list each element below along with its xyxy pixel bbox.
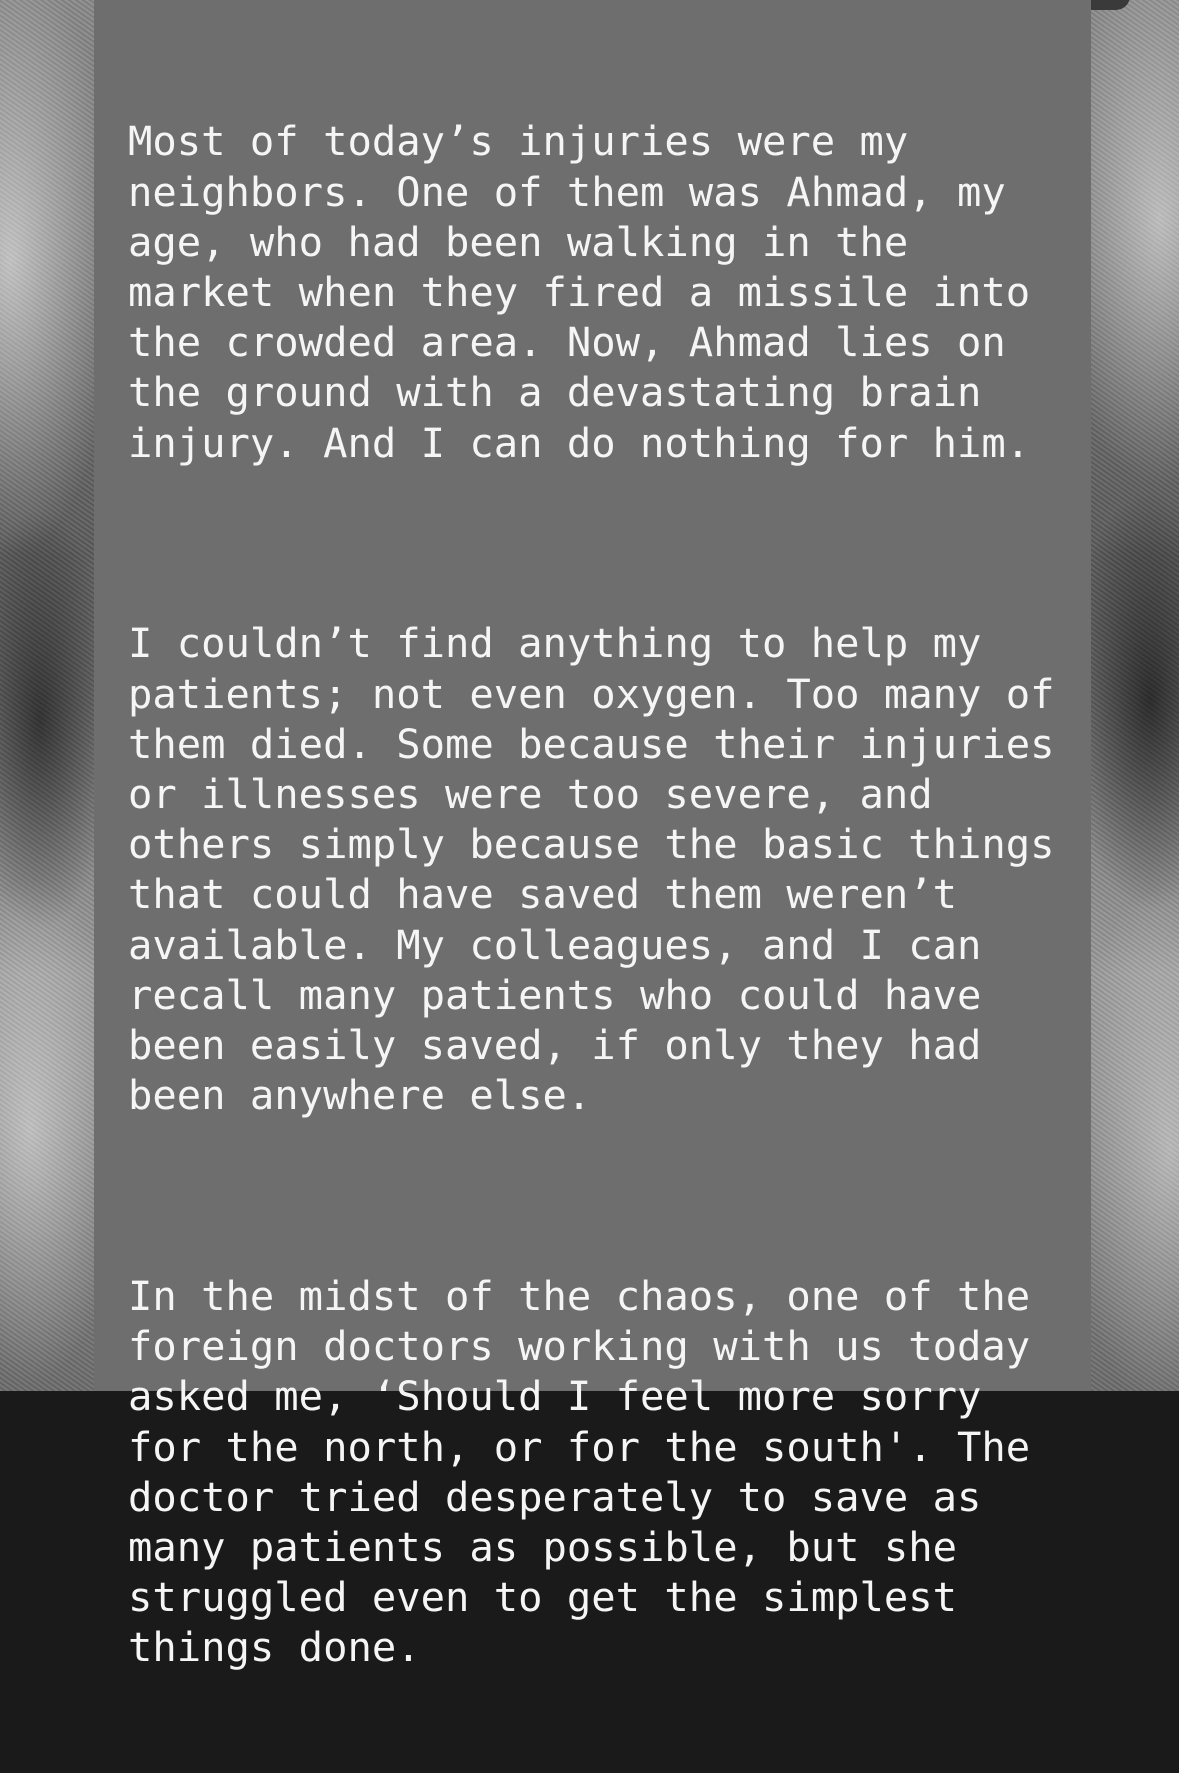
background-photo-right (1091, 0, 1179, 1391)
story-paragraph-1: Most of today’s injuries were my neighbors. One of them was Ahmad, my age, who had been walking in the market when they fired a missile into the crowded area. Now, Ahmad lies on the ground with a devastating brain injury. And I can do nothing for him. (128, 117, 1031, 467)
story-paragraph-2: I couldn’t find anything to help my patients; not even oxygen. Too many of them died. Some because their injuries or illnesses were too severe, and others simply because the basic things that could have saved them weren’t available. My colleagues, and I can recall many patients who could have been easily saved, if only they had been anywhere else. (128, 619, 1055, 1120)
story-text (128, 16, 1078, 1773)
text-card (94, 0, 1091, 1672)
story-paragraph-3: In the midst of the chaos, one of the foreign doctors working with us today asked me, ‘Should I feel more sorry for the north, or for the south'. The doctor tried desperately to save as many patients as possible, but she struggled even to get the simplest things done. (128, 1272, 1031, 1672)
background-photo-left (0, 0, 94, 1391)
